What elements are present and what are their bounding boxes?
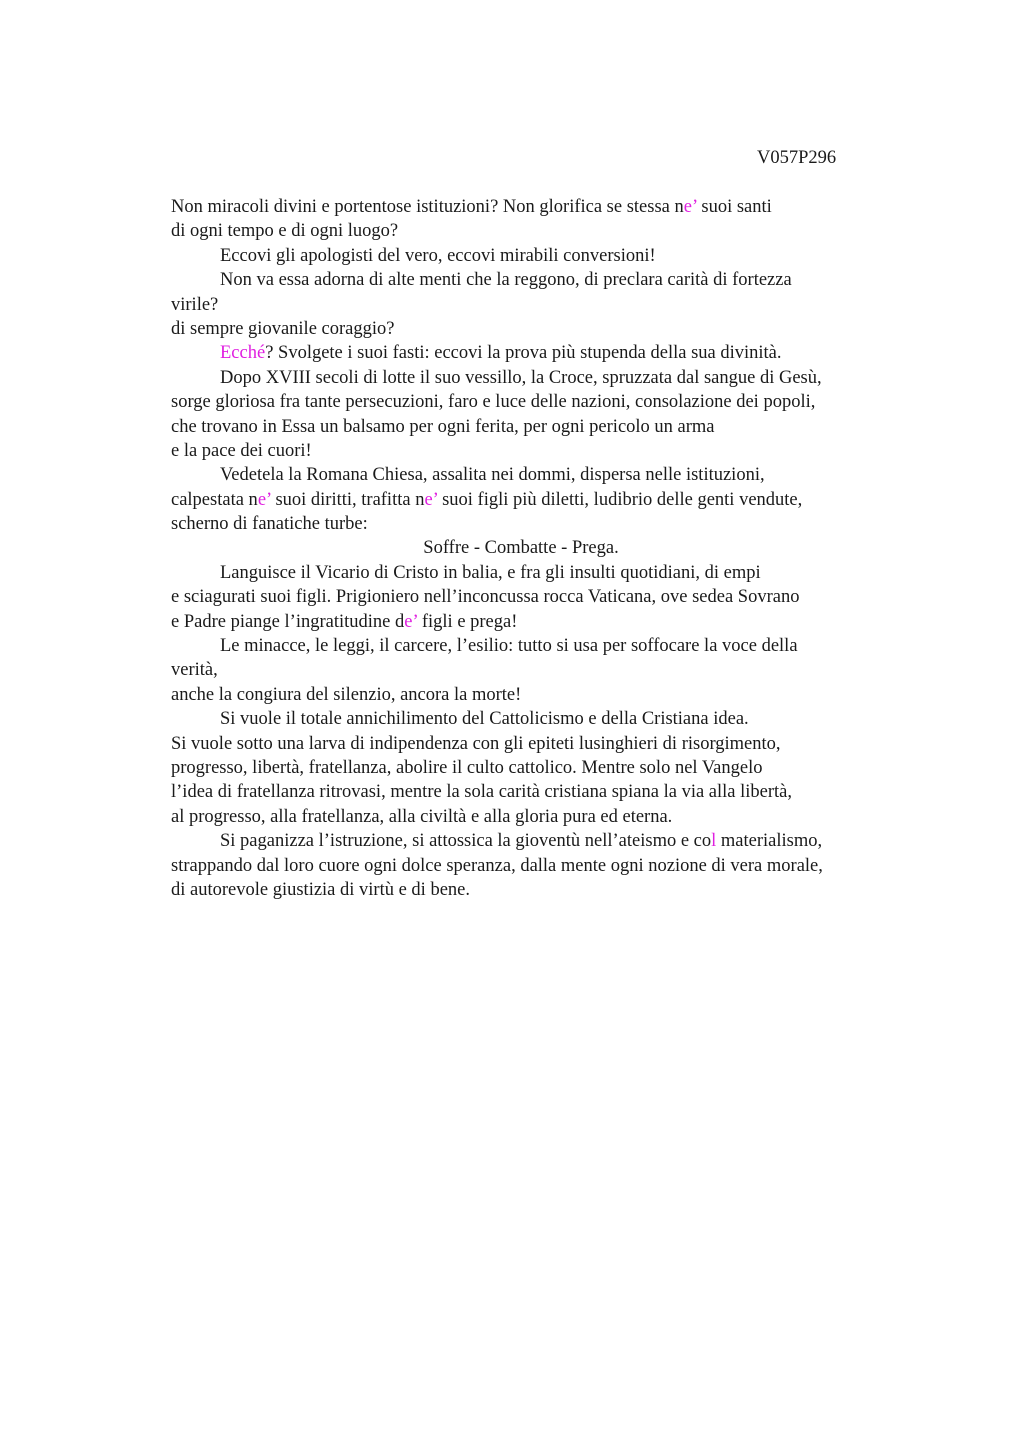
text-line xyxy=(171,439,971,463)
text-segment: Si vuole il totale annichilimento del Cattolicismo e della Cristiana idea. xyxy=(220,709,749,730)
text-segment: Le minacce, le leggi, il carcere, l’esilio: tutto si usa per soffocare la voce della xyxy=(220,636,798,657)
text-segment: scherno di fanatiche turbe: xyxy=(171,514,368,535)
text-line xyxy=(171,634,971,658)
highlighted-text: Ecché xyxy=(220,343,266,364)
text-line xyxy=(171,732,971,756)
text-line xyxy=(171,878,971,902)
text-line xyxy=(171,195,971,219)
text-line xyxy=(171,415,971,439)
text-segment: ? Svolgete i suoi fasti: eccovi la prova più stupenda della sua divinità. xyxy=(265,343,782,364)
text-segment: di autorevole giustizia di virtù e di bene. xyxy=(171,879,470,900)
text-line xyxy=(171,293,971,317)
text-segment: e Padre piange l’ingratitudine d xyxy=(171,611,405,632)
text-segment: al progresso, alla fratellanza, alla civiltà e alla gloria pura ed eterna. xyxy=(171,806,673,827)
text-segment: progresso, libertà, fratellanza, abolire il culto cattolico. Mentre solo nel Vangelo xyxy=(171,757,763,778)
text-segment: di sempre giovanile coraggio? xyxy=(171,318,395,339)
text-line xyxy=(171,561,971,585)
text-line xyxy=(171,658,971,682)
text-line xyxy=(171,390,971,414)
text-line xyxy=(171,317,971,341)
highlighted-text: l xyxy=(711,831,717,852)
text-line xyxy=(171,488,971,512)
text-segment: Si vuole sotto una larva di indipendenza con gli epiteti lusinghieri di risorgimento, xyxy=(171,733,781,754)
highlighted-text: e’ xyxy=(683,197,697,217)
text-line xyxy=(171,707,971,731)
text-segment: Eccovi gli apologisti del vero, eccovi mirabili conversioni! xyxy=(220,245,656,266)
text-line xyxy=(171,756,971,780)
text-segment: virile? xyxy=(171,294,219,315)
highlighted-text: e’ xyxy=(257,489,271,510)
text-segment: Vedetela la Romana Chiesa, assalita nei dommi, dispersa nelle istituzioni, xyxy=(220,465,765,486)
text-segment: e sciagurati suoi figli. Prigioniero nell’inconcussa rocca Vaticana, ove sedea Sovrano xyxy=(171,587,800,608)
text-line xyxy=(171,341,971,365)
document-body xyxy=(171,195,971,902)
text-segment: e la pace dei cuori! xyxy=(171,440,312,461)
text-segment: strappando dal loro cuore ogni dolce speranza, dalla mente ogni nozione di vera morale, xyxy=(171,855,823,876)
text-line xyxy=(171,854,971,878)
text-line xyxy=(171,536,871,560)
text-line xyxy=(171,219,971,243)
text-segment: che trovano in Essa un balsamo per ogni ferita, per ogni pericolo un arma xyxy=(171,416,715,437)
text-segment: figli e prega! xyxy=(417,611,518,632)
page-identifier: V057P296 xyxy=(757,148,837,168)
text-segment: l’idea di fratellanza ritrovasi, mentre la sola carità cristiana spiana la via alla libertà, xyxy=(171,782,792,803)
text-segment: Soffre - Combatte - Prega. xyxy=(423,538,619,559)
text-segment: materialismo, xyxy=(716,831,823,852)
text-line xyxy=(171,512,971,536)
text-segment: Languisce il Vicario di Cristo in balia, e fra gli insulti quotidiani, di empi xyxy=(220,562,761,583)
text-line xyxy=(171,610,971,634)
text-line xyxy=(171,268,971,292)
highlighted-text: e’ xyxy=(424,489,438,510)
text-segment: Non va essa adorna di alte menti che la reggono, di preclara carità di fortezza xyxy=(220,270,792,291)
highlighted-text: e’ xyxy=(404,611,418,632)
text-segment: verità, xyxy=(171,660,218,681)
text-line xyxy=(171,585,971,609)
text-segment: di ogni tempo e di ogni luogo? xyxy=(171,221,399,242)
text-line xyxy=(171,683,971,707)
text-line xyxy=(171,366,971,390)
text-segment: Si paganizza l’istruzione, si attossica la gioventù nell’ateismo e co xyxy=(220,831,712,852)
text-segment: calpestata n xyxy=(171,489,258,510)
text-line xyxy=(171,244,971,268)
text-segment: suoi diritti, trafitta n xyxy=(270,489,425,510)
text-segment: suoi santi xyxy=(696,197,772,217)
text-line xyxy=(171,805,971,829)
text-segment: suoi figli più diletti, ludibrio delle genti vendute, xyxy=(437,489,803,510)
text-line xyxy=(171,463,971,487)
text-segment: Non miracoli divini e portentose istituzioni? Non glorifica se stessa n xyxy=(171,197,684,217)
text-segment: anche la congiura del silenzio, ancora la morte! xyxy=(171,684,522,705)
text-segment: sorge gloriosa fra tante persecuzioni, faro e luce delle nazioni, consolazione dei popoli, xyxy=(171,392,816,413)
text-line xyxy=(171,829,971,853)
text-line xyxy=(171,780,971,804)
text-segment: Dopo XVIII secoli di lotte il suo vessillo, la Croce, spruzzata dal sangue di Gesù, xyxy=(220,367,822,388)
